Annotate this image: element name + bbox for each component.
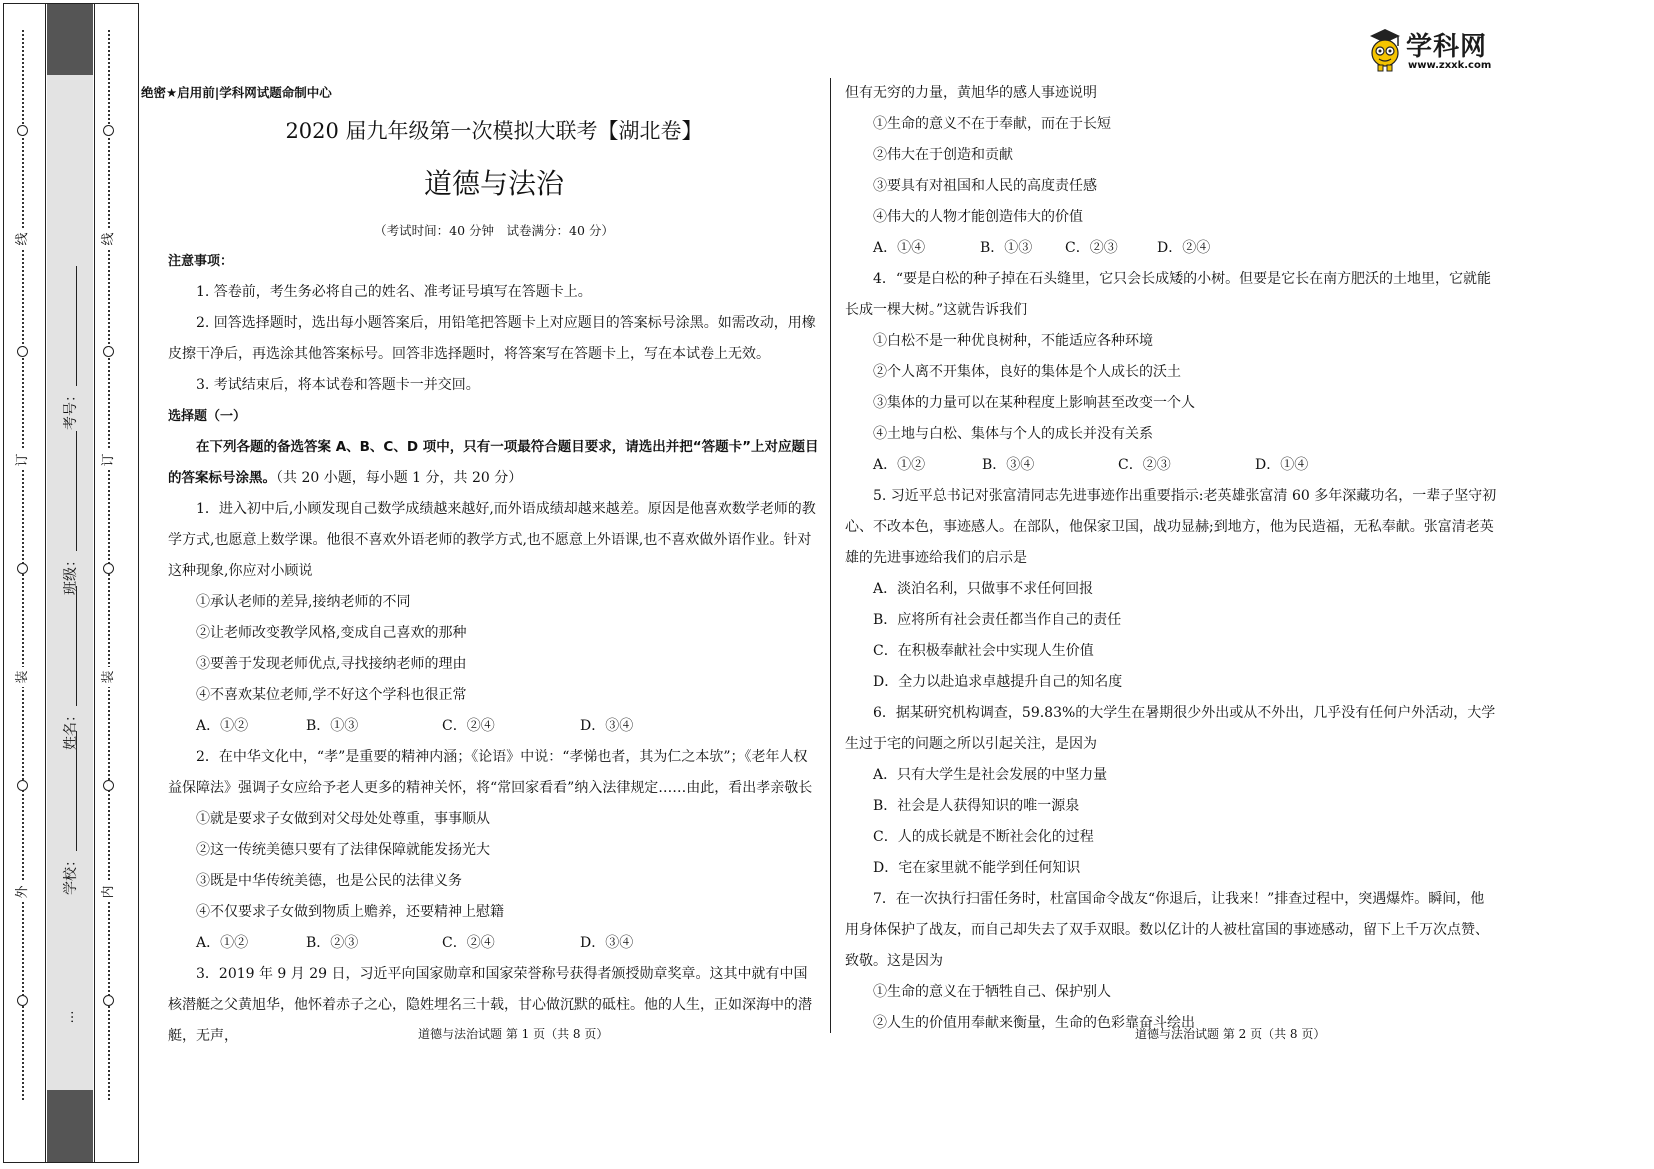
choice-b[interactable]: B．①③ — [980, 240, 1033, 256]
binding-dark-bottom — [47, 1090, 93, 1162]
choice-c[interactable]: C．②④ — [442, 718, 495, 734]
outer-mark-xian: 线 — [16, 229, 30, 249]
choice-b[interactable]: B．①③ — [306, 718, 359, 734]
exam-number-line[interactable] — [64, 266, 77, 386]
question-continuation: 但有无穷的力量，黄旭华的感人事迹说明 — [845, 85, 1097, 101]
option-item[interactable]: D．全力以赴追求卓越提升自己的知名度 — [873, 674, 1123, 690]
subject-title: 道德与法治 — [423, 167, 564, 200]
exam-meta: （考试时间：40 分钟 试卷满分：40 分） — [374, 223, 614, 238]
choice-a[interactable]: A．①② — [196, 935, 249, 951]
question-stem: 1．进入初中后,小顾发现自己数学成绩越来越好,而外语成绩却越来越差。原因是他喜欢数学老师的教学方式,也愿意上数学课。他很不喜欢外语老师的教学方式,也不愿意上外语课,也不喜欢做外语作业。针对这种现象,你应对小顾说 — [168, 501, 816, 579]
option-item[interactable]: B．社会是人获得知识的唯一源泉 — [873, 798, 1080, 814]
question-stem: 4．“要是白松的种子掉在石头缝里，它只会长成矮的小树。但要是它长在南方肥沃的土地里，它就能长成一棵大树。”这就告诉我们 — [845, 271, 1492, 318]
statement-item: ④不喜欢某位老师,学不好这个学科也很正常 — [196, 687, 467, 703]
outer-mark-ding: 订 — [16, 450, 30, 470]
outer-circle — [17, 780, 28, 791]
binding-dark-top — [47, 4, 93, 75]
binding-margin — [0, 0, 140, 1169]
inner-mark-ding: 订 — [102, 450, 116, 470]
inner-mark-nei: 内 — [102, 882, 116, 902]
choice-d[interactable]: D．②④ — [1157, 240, 1211, 256]
name-line[interactable] — [64, 586, 77, 706]
statement-item: ②个人离不开集体，良好的集体是个人成长的沃土 — [873, 364, 1181, 380]
inner-circle — [103, 563, 114, 574]
class-label: 班级： — [63, 553, 79, 595]
exam-number-label: 考号： — [63, 388, 79, 430]
statement-item: ②这一传统美德只要有了法律保障就能发扬光大 — [196, 842, 490, 858]
statement-item: ②伟大在于创造和贡献 — [873, 147, 1013, 163]
section-heading: 选择题（一） — [168, 409, 247, 424]
note-item: 1. 答卷前，考生务必将自己的姓名、准考证号填写在答题卡上。 — [196, 284, 592, 300]
school-line[interactable] — [64, 731, 77, 851]
question-stem: 3．2019 年 9 月 29 日，习近平向国家勋章和国家荣誉称号获得者颁授勋章奖章。这其中就有中国核潜艇之父黄旭华，他怀着赤子之心，隐姓埋名三十载，甘心做沉默的砥柱。他的人生，正如深海中的潜艇，无声， — [168, 966, 812, 1044]
answer-choices — [168, 928, 820, 959]
outer-circle — [17, 995, 28, 1006]
exam-number-field[interactable] — [60, 266, 80, 430]
class-field[interactable] — [60, 431, 80, 595]
footer-page-1: 道德与法治试题 第 1 页（共 8 页） — [418, 1027, 609, 1041]
choice-a[interactable]: A．①② — [873, 457, 926, 473]
choice-a[interactable]: A．①④ — [873, 240, 926, 256]
class-line[interactable] — [64, 431, 77, 551]
choice-c[interactable]: C．②③ — [1118, 457, 1171, 473]
inner-circle — [103, 125, 114, 136]
statement-item: ④不仅要求子女做到物质上赡养，还要精神上慰籍 — [196, 904, 504, 920]
page-2-column — [845, 78, 1497, 1039]
question-stem: 5. 习近平总书记对张富清同志先进事迹作出重要指示:老英雄张富清 60 多年深藏功名，一辈子坚守初心、不改本色，事迹感人。在部队，他保家卫国，战功显赫;到地方，他为民造福，无私奉献。张富清老英雄的先进事迹给我们的启示是 — [845, 488, 1497, 566]
inner-circle — [103, 995, 114, 1006]
statement-item: ③要具有对祖国和人民的高度责任感 — [873, 178, 1097, 194]
question-stem: 2．在中华文化中，“孝”是重要的精神内涵；《论语》中说：“孝悌也者，其为仁之本欤”；《老年人权益保障法》强调子女应给予老人更多的精神关怀，将“常回家看看”纳入法律规定……由此，看出孝亲敬长 — [168, 749, 813, 796]
secret-header: 绝密★启用前|学科网试题命制中心 — [141, 85, 332, 100]
logo-url: www.zxxk.com — [1408, 60, 1492, 71]
name-field[interactable] — [60, 586, 80, 750]
instructions-rest: （共 20 小题，每小题 1 分，共 20 分） — [276, 470, 523, 486]
outer-circle — [17, 563, 28, 574]
school-field[interactable] — [60, 731, 80, 895]
statement-item: ④土地与白松、集体与个人的成长并没有关系 — [873, 426, 1153, 442]
choice-c[interactable]: C．②④ — [442, 935, 495, 951]
option-item[interactable]: A．淡泊名利，只做事不求任何回报 — [873, 581, 1094, 597]
page-1-column — [141, 80, 820, 1052]
section-instructions — [168, 432, 820, 494]
choice-d[interactable]: D．①④ — [1255, 457, 1309, 473]
inner-circle — [103, 780, 114, 791]
statement-item: ①白松不是一种优良树种，不能适应各种环境 — [873, 333, 1153, 349]
note-item: 3. 考试结束后，将本试卷和答题卡一并交回。 — [196, 377, 480, 393]
option-item[interactable]: B．应将所有社会责任都当作自己的责任 — [873, 612, 1122, 628]
footer-page-2: 道德与法治试题 第 2 页（共 8 页） — [1135, 1027, 1326, 1041]
logo-wordmark: 学科网 — [1406, 32, 1488, 62]
statement-item: ①就是要求子女做到对父母处处尊重，事事顺从 — [196, 811, 490, 827]
inner-mark-xian: 线 — [102, 229, 116, 249]
choice-b[interactable]: B．②③ — [306, 935, 359, 951]
option-item[interactable]: D．宅在家里就不能学到任何知识 — [873, 860, 1081, 876]
xuekewang-logo — [1366, 26, 1496, 76]
choice-c[interactable]: C．②③ — [1065, 240, 1118, 256]
binding-line-right — [94, 3, 95, 1163]
school-label: 学校： — [63, 853, 79, 895]
choice-d[interactable]: D．③④ — [580, 718, 634, 734]
statement-item: ③集体的力量可以在某种程度上影响甚至改变一个人 — [873, 395, 1195, 411]
outer-circle — [17, 346, 28, 357]
option-item[interactable]: C．在积极奉献社会中实现人生价值 — [873, 643, 1094, 659]
note-item: 2. 回答选择题时，选出每小题答案后，用铅笔把答题卡上对应题目的答案标号涂黑。如需改动，用橡皮擦干净后，再选涂其他答案标号。回答非选择题时，将答案写在答题卡上，写在本试卷上无效。 — [168, 315, 816, 362]
choice-b[interactable]: B．③④ — [982, 457, 1035, 473]
statement-item: ②让老师改变教学风格,变成自己喜欢的那种 — [196, 625, 467, 641]
choice-d[interactable]: D．③④ — [580, 935, 634, 951]
choice-a[interactable]: A．①② — [196, 718, 249, 734]
binding-line-left — [45, 3, 46, 1163]
outer-circle — [17, 125, 28, 136]
outer-mark-zhuang: 装 — [16, 667, 30, 687]
outer-mark-wai: 外 — [16, 882, 30, 902]
answer-choices — [845, 233, 1497, 264]
option-item[interactable]: C．人的成长就是不断社会化的过程 — [873, 829, 1094, 845]
statement-item: ①生命的意义在于牺牲自己、保护别人 — [873, 984, 1111, 1000]
statement-item: ④伟大的人物才能创造伟大的价值 — [873, 209, 1083, 225]
question-stem: 7．在一次执行扫雷任务时，杜富国命令战友“你退后，让我来！”排查过程中，突遇爆炸。瞬间，他用身体保护了战友，而自己却失去了双手双眼。数以亿计的人被杜富国的事迹感动，留下上千万次点赞、致敬。这是因为 — [845, 891, 1489, 969]
statement-item: ①生命的意义不在于奉献，而在于长短 — [873, 116, 1111, 132]
statement-item: ③要善于发现老师优点,寻找接纳老师的理由 — [196, 656, 467, 672]
notes-heading: 注意事项： — [168, 254, 234, 269]
answer-choices — [168, 711, 820, 742]
statement-item: ②人生的价值用奉献来衡量，生命的色彩靠奋斗绘出 — [873, 1015, 1195, 1031]
statement-item: ①承认老师的差异,接纳老师的不同 — [196, 594, 411, 610]
statement-item: ③既是中华传统美德，也是公民的法律义务 — [196, 873, 462, 889]
inner-mark-zhuang: 装 — [102, 667, 116, 687]
question-stem: 6．据某研究机构调查，59.83%的大学生在暑期很少外出或从不外出，几乎没有任何户外活动，大学生过于宅的问题之所以引起关注，是因为 — [845, 705, 1496, 752]
exam-title: 2020 届九年级第一次模拟大联考【湖北卷】 — [285, 119, 703, 143]
mascot-icon — [1366, 26, 1404, 72]
column-divider — [830, 78, 831, 1033]
instructions-bold: 在下列各题的备选答案 A、B、C、D 项中，只有一项最符合题目要求，请选出并把“答题卡”上对应题目的答案标号涂黑。 — [168, 439, 819, 486]
name-label: 姓名： — [63, 708, 79, 750]
answer-choices — [845, 450, 1497, 481]
inner-circle — [103, 346, 114, 357]
option-item[interactable]: A．只有大学生是社会发展的中坚力量 — [873, 767, 1108, 783]
binding-trail: … — [63, 1007, 77, 1027]
